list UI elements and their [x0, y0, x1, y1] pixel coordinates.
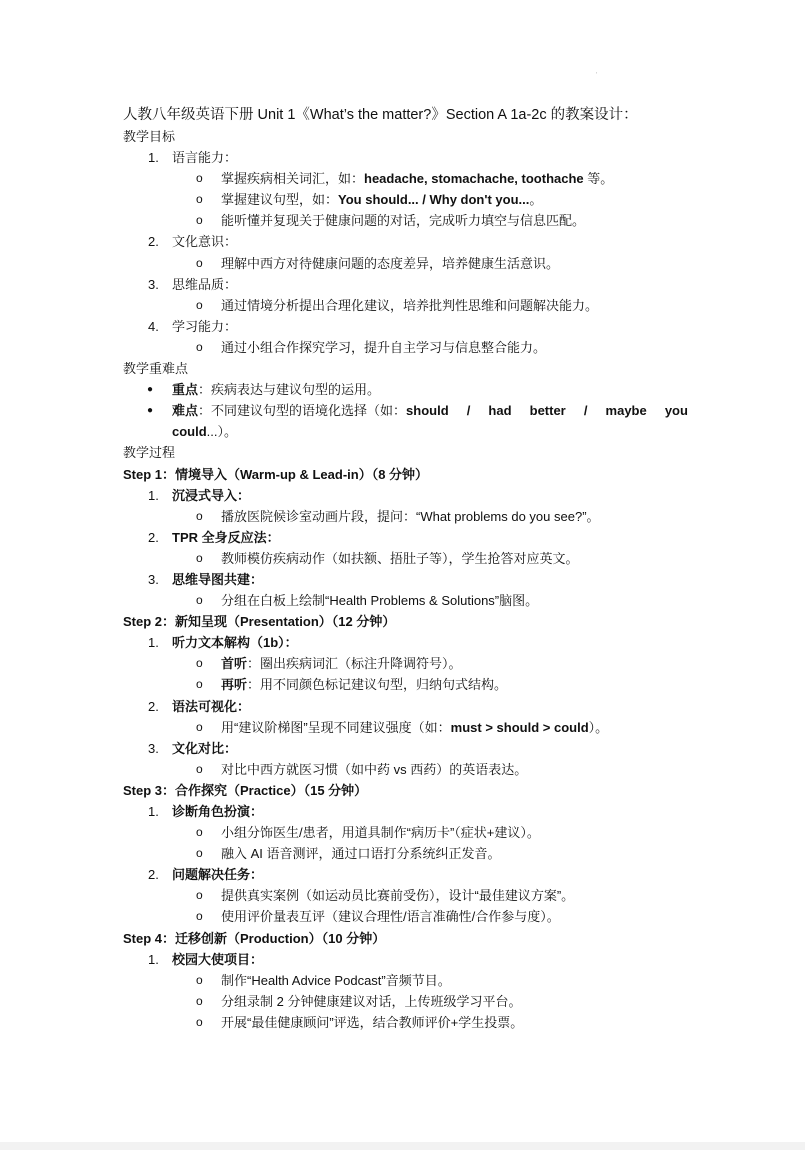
step-item: 2. 问题解决任务： [148, 867, 264, 883]
sub-item: o 能听懂并复现关于健康问题的对话，完成听力填空与信息匹配。 [123, 210, 688, 231]
hollow-circle-icon: o [196, 825, 203, 840]
filled-circle-icon: ● [147, 384, 154, 396]
step-item: 1. 诊断角色扮演： [148, 804, 264, 819]
hard-point: ● 难点：不同建议句型的语境化选择（如：should / had better / maybe you [123, 400, 688, 421]
hollow-circle-icon: o [196, 677, 203, 692]
step-item: 1. 听力文本解构（1b）： [148, 635, 298, 651]
hard-point-continuation: could...）。 [172, 424, 238, 440]
step-item: 1. 校园大使项目： [148, 951, 264, 967]
hollow-circle-icon: o [196, 339, 203, 354]
hollow-circle-icon: o [196, 550, 203, 565]
doc-title: 人教八年级英语下册 Unit 1《What’s the matter?》Section A 1a-2c 的教案设计： [123, 107, 638, 123]
sub-item: o 通过小组合作探究学习，提升自主学习与信息整合能力。 [123, 337, 688, 358]
sub-item: o 提供真实案例（如运动员比赛前受伤），设计“最佳建议方案”。 [123, 885, 688, 906]
process-steps [123, 464, 688, 1034]
step-item: 3. 思维导图共建： [148, 571, 264, 587]
hollow-circle-icon: o [196, 213, 203, 228]
sub-item: o 用“建议阶梯图”呈现不同建议强度（如：must > should > could）。 [123, 717, 688, 738]
hollow-circle-icon: o [196, 593, 203, 608]
lesson-plan [123, 104, 688, 1033]
sub-item: o 小组分饰医生/患者，用道具制作“病历卡”（症状+建议）。 [123, 822, 688, 843]
hollow-circle-icon: o [196, 888, 203, 903]
step-item: 2. TPR 全身反应法： [148, 529, 280, 545]
hollow-circle-icon: o [196, 993, 203, 1008]
step-item: 3. 文化对比： [148, 740, 238, 756]
hollow-circle-icon: o [196, 909, 203, 924]
item-number: 1. [148, 150, 159, 166]
difficulties-heading: 教学重难点 [123, 361, 189, 377]
key-point: ● 重点：疾病表达与建议句型的运用。 [123, 379, 688, 400]
hollow-circle-icon: o [196, 171, 203, 186]
objective-item [123, 147, 688, 168]
hollow-circle-icon: o [196, 846, 203, 861]
objective-item: 3. 思维品质： [148, 276, 238, 292]
corner-mark: ' [596, 72, 598, 79]
objective-item: 2. 文化意识： [148, 234, 238, 250]
step-item: 2. 语法可视化： [148, 698, 251, 714]
hollow-circle-icon: o [196, 656, 203, 671]
sub-item: o 分组在白板上绘制“Health Problems & Solutions”脑图。 [123, 590, 688, 611]
hollow-circle-icon: o [196, 719, 203, 734]
step-heading: Step 1：情境导入（Warm-up & Lead-in）（8 分钟） [123, 466, 429, 482]
process-heading: 教学过程 [123, 445, 176, 461]
sub-item: o 开展“最佳健康顾问”评选，结合教师评价+学生投票。 [123, 1012, 688, 1033]
sub-item: o 教师模仿疾病动作（如扶额、捂肚子等），学生抢答对应英文。 [123, 548, 688, 569]
hollow-circle-icon: o [196, 508, 203, 523]
hollow-circle-icon: o [196, 255, 203, 270]
objectives-heading: 教学目标 [123, 129, 176, 144]
hollow-circle-icon: o [196, 972, 203, 987]
step-heading: Step 2：新知呈现（Presentation）（12 分钟） [123, 614, 396, 630]
sub-item: o 融入 AI 语音测评，通过口语打分系统纠正发音。 [123, 843, 688, 864]
step-heading: Step 3：合作探究（Practice）（15 分钟） [123, 782, 368, 798]
hollow-circle-icon: o [196, 761, 203, 776]
sub-item: o 掌握建议句型，如：You should... / Why don't you...。 [123, 189, 688, 210]
hollow-circle-icon: o [196, 192, 203, 207]
sub-item: o 播放医院候诊室动画片段，提问：“What problems do you see?”。 [123, 506, 688, 527]
sub-item: o 掌握疾病相关词汇，如：headache, stomachache, toothache 等。 [123, 168, 688, 189]
hollow-circle-icon: o [196, 297, 203, 312]
sub-item: o 通过情境分析提出合理化建议，培养批判性思维和问题解决能力。 [123, 295, 688, 316]
sub-item: o 对比中西方就医习惯（如中药 vs 西药）的英语表达。 [123, 759, 688, 780]
sub-item: o 分组录制 2 分钟健康建议对话，上传班级学习平台。 [123, 991, 688, 1012]
sub-item: o 制作“Health Advice Podcast”音频节目。 [123, 970, 688, 991]
sub-item: o 首听：圈出疾病词汇（标注升降调符号）。 [123, 653, 688, 674]
step-heading: Step 4：迁移创新（Production）（10 分钟） [123, 930, 386, 946]
sub-item: o 再听：用不同颜色标记建议句型，归纳句式结构。 [123, 674, 688, 695]
filled-circle-icon: ● [147, 405, 154, 417]
sub-item: o 理解中西方对待健康问题的态度差异，培养健康生活意识。 [123, 253, 688, 274]
sub-item: o 使用评价量表互评（建议合理性/语言准确性/合作参与度）。 [123, 906, 688, 927]
objective-item: 4. 学习能力： [148, 318, 238, 334]
step-item: 1. 沉浸式导入： [148, 487, 251, 503]
item-label: 语言能力： [172, 150, 238, 166]
hollow-circle-icon: o [196, 1014, 203, 1029]
